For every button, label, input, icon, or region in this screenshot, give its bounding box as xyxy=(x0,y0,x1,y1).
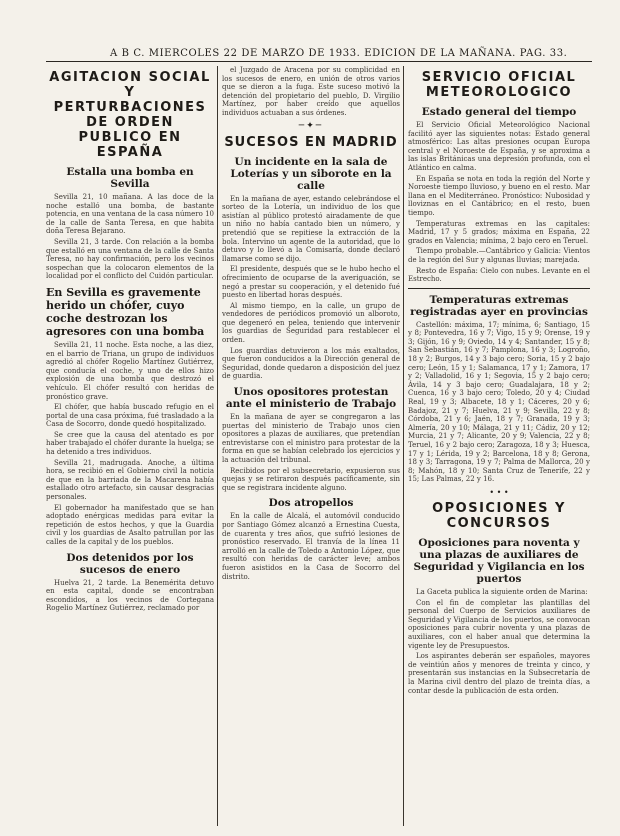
article-paragraph: Sevilla 21, 10 mañana. A las doce de la noche estalló una bomba, de bastante potencia, en una ventana de la casa número 10 de la calle de Santa Teresa, en que habita doña Teresa Bejarano. xyxy=(46,193,214,236)
subhead-weather-state: Estado general del tiempo xyxy=(421,106,577,118)
headline-weather-service: SERVICIO OFICIAL METEOROLOGICO xyxy=(421,70,577,100)
article-paragraph: Sevilla 21, 11 noche. Esta noche, a las diez, en el barrio de Triana, un grupo de individuos agredió al chófer Rogelio Martínez Gutiérrez, que conducía el coche, y uno de ellos hizo explosión de una bomba que destrozó el vehículo. El chófer resultó con heridas de pronóstico grave. xyxy=(46,340,214,401)
article-paragraph: Con el fin de completar las plantillas del personal del Cuerpo de Servicios auxiliares de Seguridad y Vigilancia de los puertos, se convocan oposiciones para cubrir noventa y una plazas de auxiliares, con el haber anual que determina la vigente ley de Presupuestos. xyxy=(408,598,590,650)
ornament-divider: • • • xyxy=(489,487,509,497)
article-paragraph: Sevilla 21, 3 tarde. Con relación a la bomba que estalló en una ventana de la calle de Santa Teresa, no hay confirmación, pero los vecinos sospechan que la colocaron elementos de la localidad por el conflicto del Cuidón particular. xyxy=(46,237,214,281)
article-paragraph: Resto de España: Cielo con nubes. Levante en el Estrecho. xyxy=(408,266,590,284)
column-2 xyxy=(222,66,400,826)
article-paragraph: El gobernador ha manifestado que se han adoptado enérgicas medidas para evitar la repetición de estos hechos, y que la Guardia civil y los guardias de Asalto patrullan por las calles de la capital y de los pueblos. xyxy=(46,503,214,546)
article-paragraph: El Servicio Oficial Meteorológico Nacional facilitó ayer las siguientes notas: Estado general atmosférico: Las altas presiones ocupan Europa central y el Noroeste de España, y se aproxima a las islas Británicas una depresión profunda, con el Atlántico en calma. xyxy=(408,121,590,172)
article-paragraph: Los aspirantes deberán ser españoles, mayores de veintiún años y menores de treinta y cinco, y presentarán sus instancias en la Subsecretaría de la Marina civil dentro del plazo de treinta días, a contar desde la publicación de esta orden. xyxy=(408,652,590,695)
article-paragraph: En la mañana de ayer, estando celebrándose el sorteo de la Lotería, un individuo de los que asistían al público protestó airadamente de que un niño no había cantado bien un número, y pretendió que se repitiese la extracción de la bola. Intervino un agente de la autoridad, que lo detuvo y lo llevó a la Comisaría, donde declaró llamarse como se dijo. xyxy=(222,194,400,263)
article-paragraph: En la mañana de ayer se congregaron a las puertas del ministerio de Trabajo unos cien opositores a plazas de auxiliares, que pretendían entrevistarse con el ministro para protestar de la forma en que se habían celebrado los ejercicios y la actuación del tribunal. xyxy=(222,413,400,464)
article-paragraph: La Gaceta publica la siguiente orden de Marina: xyxy=(416,587,588,596)
column-1 xyxy=(46,66,214,826)
column-divider-2 xyxy=(403,66,404,826)
article-paragraph: Huelva 21, 2 tarde. La Benemérita detuvo en esta capital, donde se encontraban escondidos, a los vecinos de Cortegana Rogelio Martínez Gutiérrez, reclamado por xyxy=(46,578,214,613)
subhead-temperatures: Temperaturas extremas registradas ayer en provincias xyxy=(410,293,588,318)
headline-competitions: OPOSICIONES Y CONCURSOS xyxy=(432,500,566,531)
column-divider-1 xyxy=(217,66,218,826)
subhead-port-security-positions: Oposiciones para noventa y una plazas de auxiliares de Seguridad y Vigilancia en los puertos xyxy=(413,536,585,585)
article-paragraph: Castellón: máxima, 17; mínima, 6; Santiago, 15 y 8; Pontevedra, 16 y 7; Vigo, 15 y 9; Orense, 19 y 3; Gijón, 16 y 9; Oviedo, 14 y 4; Santander, 15 y 8; San Sebastián, 16 y 7; Pamplona, 16 y 3; Logroño, 18 y 2; Burgos, 14 y 3 bajo cero; Soria, 15 y 2 bajo cero; León, 15 y 1; Salamanca, 17 y 1; Zamora, 17 y 2; Valladolid, 16 y 1; Segovia, 15 y 2 bajo cero; Ávila, 14 y 3 bajo cero; Guadalajara, 18 y 2; Cuenca, 16 y 3 bajo cero; Toledo, 20 y 4; Ciudad Real, 19 y 3; Albacete, 18 y 1; Cáceres, 20 y 6; Badajoz, 21 y 7; Huelva, 21 y 9; Sevilla, 22 y 8; Córdoba, 21 y 6; Jaén, 18 y 7; Granada, 19 y 3; Almería, 20 y 10; Málaga, 21 y 11; Cádiz, 20 y 12; Murcia, 21 y 7; Alicante, 20 y 9; Valencia, 22 y 8; Teruel, 16 y 2 bajo cero; Zaragoza, 18 y 3; Huesca, 17 y 1; Lérida, 19 y 2; Barcelona, 18 y 8; Gerona, 18 y 3; Tarragona, 19 y 7; Palma de Mallorca, 20 y 8; Mahón, 18 y 10; Santa Cruz de Tenerife, 22 y 15; Las Palmas, 22 y 16. xyxy=(408,320,590,484)
article-paragraph: el Juzgado de Aracena por su complicidad en los sucesos de enero, en unión de otros varios que se dieron a la fuga. Este suceso motivó la detención del propietario del pueblo, D. Virgilio Martínez, por haber creído que aquellos individuos actuaban a sus órdenes. xyxy=(222,66,400,117)
subhead-opposition-protest: Unos opositores protestan ante el ministerio de Trabajo xyxy=(225,386,397,411)
article-paragraph: Al mismo tiempo, en la calle, un grupo de vendedores de periódicos promovió un alboroto, que degeneró en pelea, teniendo que intervenir los guardias de Seguridad para restablecer el orden. xyxy=(222,301,400,345)
column-3 xyxy=(408,66,590,826)
subhead-seville-bomb: Estalla una bomba en Sevilla xyxy=(66,166,194,190)
article-paragraph: El chófer, que había buscado refugio en el portal de una casa próxima, fué trasladado a la Casa de Socorro, donde quedó hospitalizado. xyxy=(46,403,214,429)
subhead-driver-injured: En Sevilla es gravemente herido un chófer, cuyo coche destrozan los agresores con una bomba xyxy=(46,285,205,338)
article-paragraph: Se cree que la causa del atentado es por haber trabajado el chófer durante la huelga; se ha detenido a tres individuos. xyxy=(46,430,214,457)
ornament-divider: ─✦─ xyxy=(298,120,324,131)
headline-social-unrest: AGITACION SOCIAL Y PERTURBACIONES DE ORDEN PUBLICO EN ESPAÑA xyxy=(49,70,211,160)
subhead-lottery-incident: Un incidente en la sala de Loterías y un siborote en la calle xyxy=(230,155,392,192)
article-paragraph: El presidente, después que se le hubo hecho el ofrecimiento de ocuparse de la averiguación, se negó a prestar su cooperación, y el detenido fué puesto en libertad horas después. xyxy=(222,265,400,300)
article-paragraph: Tiempo probable.—Cantábrico y Galicia: Vientos de la región del Sur y algunas lluvias; marejada. xyxy=(408,247,590,264)
subhead-two-detained: Dos detenidos por los sucesos de enero xyxy=(66,551,194,576)
page-masthead: A B C. MIERCOLES 22 DE MARZO DE 1933. EDICION DE LA MAÑANA. PAG. 33. xyxy=(110,48,568,59)
headline-madrid-events: SUCESOS EN MADRID xyxy=(224,134,398,150)
article-paragraph: Los guardias detuvieron a los más exaltados, que fueron conducidos a la Dirección general de Seguridad, donde quedaron a disposición del juez de guardia. xyxy=(222,346,400,381)
article-paragraph: Sevilla 21, madrugada. Anoche, a última hora, se recibió en el Gobierno civil la noticia de que en la barriada de la Macarena había estallado otro artefacto, sin causar desgracias personales. xyxy=(46,458,214,502)
masthead-rule xyxy=(46,61,592,62)
article-paragraph: Temperaturas extremas en las capitales: Madrid, 17 y 5 grados; máxima en España, 22 grados en Valencia; mínima, 2 bajo cero en Teruel. xyxy=(408,219,590,245)
article-paragraph: En la calle de Alcalá, el automóvil conducido por Santiago Gómez alcanzó a Ernestina Cuesta, de cuarenta y tres años, que sufrió lesiones de pronóstico reservado. El tranvía de la línea 11 arrolló en la calle de Toledo a Antonio López, que resultó con heridas de carácter leve; ambos fueron asistidos en la Casa de Socorro del distrito. xyxy=(222,512,400,581)
subhead-two-accidents: Dos atropellos xyxy=(268,497,354,510)
article-paragraph: En España se nota en toda la región del Norte y Noroeste tiempo lluvioso, y bueno en el resto. Mar llana en el Mediterráneo. Pronóstico: Nubosidad y lloviznas en el Cantábrico; en el resto, buen tiempo. xyxy=(408,174,590,217)
section-rule xyxy=(408,288,590,289)
article-paragraph: Recibidos por el subsecretario, expusieron sus quejas y se retiraron después pacíficamente, sin que se registrara incidente alguno. xyxy=(222,466,400,492)
